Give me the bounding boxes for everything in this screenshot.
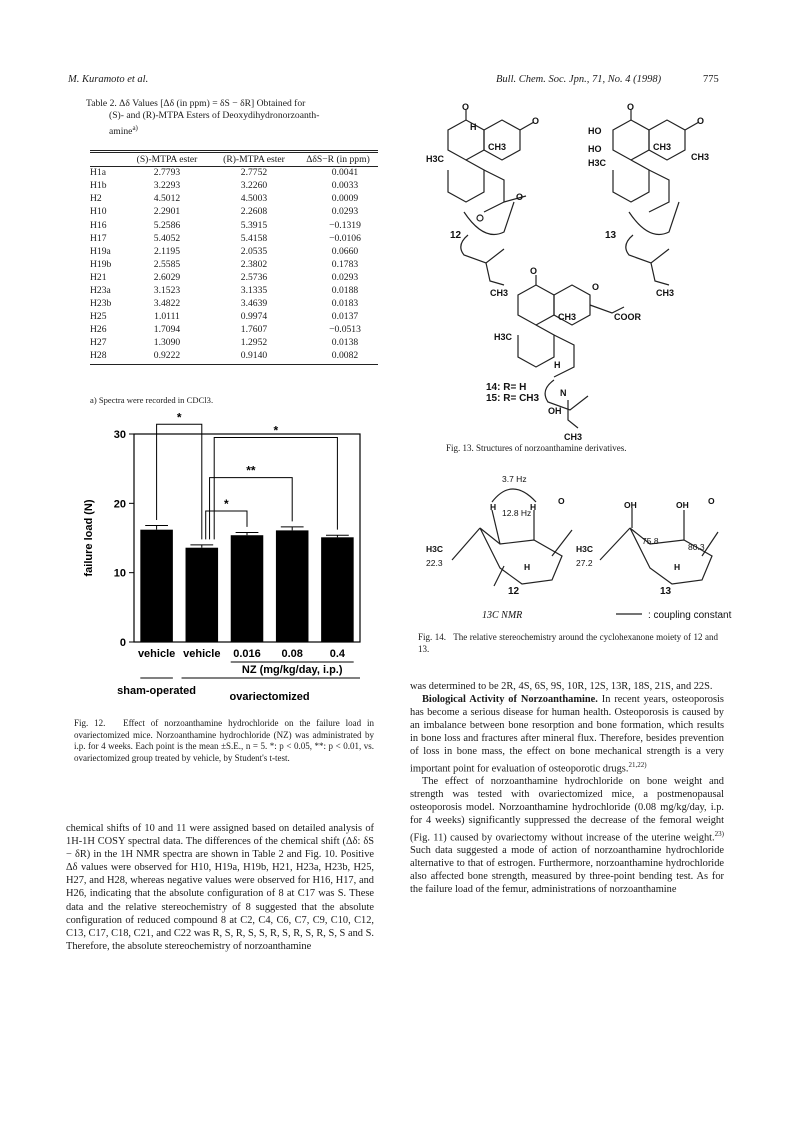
right-body-text: [410, 680, 724, 896]
table-cell: 2.1195: [153, 245, 181, 257]
table-cell: 2.0535: [240, 245, 268, 257]
significance-marker: *: [224, 496, 229, 511]
table-caption: [86, 98, 386, 139]
table-cell: 3.1523: [153, 284, 181, 296]
coupling-constant-1: 3.7 Hz: [502, 474, 527, 484]
table-cell: 1.3090: [153, 337, 181, 349]
table-row: [90, 258, 378, 271]
svg-text:CH3: CH3: [564, 432, 583, 442]
svg-text:CH3: CH3: [488, 142, 507, 152]
paragraph-2-ref: 23): [714, 829, 724, 838]
significance-bracket: [157, 424, 202, 539]
svg-text:H3C: H3C: [426, 154, 445, 164]
svg-text:H3C: H3C: [494, 332, 513, 342]
table-row: [90, 271, 378, 284]
table-cell: H19b: [90, 258, 112, 270]
table-cell: H10: [90, 206, 107, 218]
y-tick-label: 0: [119, 637, 126, 649]
category-label: vehicle: [137, 648, 176, 660]
table-row: [90, 297, 378, 310]
dose-axis-label: NZ (mg/kg/day, i.p.): [241, 664, 343, 676]
compound-15-label: 15: R= CH3: [486, 393, 540, 404]
y-tick-label: 20: [113, 498, 126, 511]
failure-load-bar-chart: [70, 410, 390, 715]
configuration-sentence: was determined to be 2R, 4S, 6S, 9S, 10R, 12S, 13R, 18S, 21S, and 22S.: [410, 681, 713, 692]
table-cell: H25: [90, 311, 107, 323]
table-cell: 2.2901: [153, 206, 181, 218]
fig14-text: The relative stereochemistry around the cyclohexanone moiety of 12 and 13.: [418, 632, 718, 654]
svg-text:HO: HO: [588, 144, 602, 154]
svg-text:O: O: [558, 496, 565, 506]
table-cell: 0.0188: [331, 284, 359, 296]
table-cell: −0.0106: [329, 232, 361, 244]
table-cell: 2.3802: [240, 258, 268, 270]
table-cell: H23b: [90, 298, 112, 310]
fig14-caption: [418, 632, 718, 655]
svg-text:HO: HO: [588, 126, 602, 136]
table-row: [90, 179, 378, 192]
table-cell: H2: [90, 193, 102, 205]
table-cell: 2.7752: [240, 167, 268, 179]
svg-text:O: O: [697, 116, 705, 126]
svg-text:CH3: CH3: [490, 288, 509, 298]
category-label: 0.4: [329, 648, 346, 660]
table-cell: 0.1783: [331, 258, 359, 270]
significance-marker: *: [273, 423, 279, 438]
table-cell: 4.5003: [240, 193, 268, 205]
y-tick-label: 10: [113, 567, 126, 580]
group-label-ovariectomized: ovariectomized: [229, 691, 310, 703]
table-cell: 3.4822: [153, 298, 181, 310]
table-row: [90, 336, 378, 349]
svg-text:O: O: [462, 102, 470, 112]
nmr-shift-13: 27.2: [576, 558, 593, 568]
table-cell: 0.0082: [331, 350, 359, 362]
coupling-constant-2: 12.8 Hz: [502, 508, 532, 518]
table-cell: 1.2952: [240, 337, 268, 349]
svg-text:CH3: CH3: [558, 312, 577, 322]
category-label: 0.016: [233, 648, 261, 660]
column-header: (R)-MTPA ester: [223, 153, 285, 165]
table-cell: 5.4052: [153, 232, 181, 244]
table-cell: 2.6029: [153, 271, 181, 283]
table-cell: 2.5585: [153, 258, 181, 270]
table-caption-ref: a): [132, 124, 138, 133]
table-row: [90, 166, 378, 179]
significance-marker: **: [246, 463, 256, 478]
svg-text:CH3: CH3: [691, 152, 710, 162]
table-row: [90, 192, 378, 205]
svg-text:O: O: [592, 282, 600, 292]
page-number: 775: [703, 74, 719, 85]
data-table: [90, 153, 378, 363]
table-cell: 0.0138: [331, 337, 359, 349]
norzoanthamine-structures: [408, 100, 738, 445]
paragraph-1: In recent years, osteoporosis has become a serious disease for human health. Osteoporosis is caused by an imbalance between bone resorption and bone formation, which results in bone loss and fractures after mineral flux. Therefore, besides prevention of loss in bone mass, the effect on bone mechanical strength is a very important point for evaluation of osteoporotic drugs.: [410, 694, 724, 775]
table-row: [90, 205, 378, 218]
bar: [186, 548, 219, 642]
nmr-shift-13c: 80.3: [688, 542, 705, 552]
bar: [321, 537, 354, 642]
table-cell: 0.9140: [240, 350, 268, 362]
table-row: [90, 245, 378, 258]
significance-bracket: [210, 478, 293, 540]
svg-text:H: H: [554, 360, 561, 370]
svg-text:H3C: H3C: [426, 544, 444, 554]
table-cell: H17: [90, 232, 107, 244]
table-caption-line: (S)- and (R)-MTPA Esters of Deoxydihydronorzoanth-: [109, 110, 320, 122]
svg-text:H: H: [490, 502, 497, 512]
group-label-sham: sham-operated: [117, 685, 197, 697]
legend-coupling-label: : coupling constant: [648, 610, 732, 621]
table-cell: 5.3915: [240, 219, 268, 231]
paragraph-2: The effect of norzoanthamine hydrochloride on bone weight and strength was tested with ovariectomized mice, a postmenopausal osteoporosis model. Norzoanthamine hydrochloride (0.08 mg/kg/day, i.p. for 4 weeks) significantly suppressed the decrease of the femoral weight (Fig. 11) caused by ovariectomy without increase of the uterine weight.: [410, 776, 724, 843]
table-cell: H16: [90, 219, 107, 231]
compound-13-label: 13: [605, 230, 617, 241]
table-cell: 0.0009: [331, 193, 359, 205]
paragraph-2b: Such data suggested a mode of action of norzoanthamine hydrochloride alternative to that of estrogen. Furthermore, norzoanthamine hydrochloride also affected bone strength, measured by three-point bending test. As for the failure load of the femur, administrations of norzoanthamine: [410, 845, 724, 896]
fig14-compound-12-label: 12: [508, 586, 520, 597]
table-cell: −0.0513: [329, 324, 361, 336]
fig12-label: Fig. 12.: [74, 718, 106, 728]
compound-12-label: 12: [450, 230, 462, 241]
bar: [140, 530, 173, 642]
significance-bracket: [206, 511, 247, 539]
running-journal: Bull. Chem. Soc. Jpn., 71, No. 4 (1998): [496, 74, 662, 85]
table-cell: H1b: [90, 180, 107, 192]
svg-text:N: N: [560, 388, 567, 398]
svg-text:COOR: COOR: [614, 312, 641, 322]
table-cell: 2.7793: [153, 167, 181, 179]
fig12-caption: [74, 718, 374, 764]
svg-text:H: H: [470, 122, 477, 132]
running-authors: M. Kuramoto et al.: [68, 74, 149, 85]
table-cell: 5.2586: [153, 219, 181, 231]
table-cell: H23a: [90, 284, 111, 296]
svg-text:H: H: [524, 562, 531, 572]
table-cell: 0.0137: [331, 311, 359, 323]
category-label: 0.08: [281, 648, 303, 660]
table-cell: 3.2260: [240, 180, 268, 192]
table-cell: H19a: [90, 245, 111, 257]
table-cell: H27: [90, 337, 107, 349]
table-cell: 2.5736: [240, 271, 268, 283]
table-cell: 1.0111: [154, 311, 180, 323]
significance-bracket: [214, 437, 337, 539]
bar: [276, 530, 309, 642]
svg-text:OH: OH: [676, 500, 689, 510]
cyclohexanone-stereochemistry-diagram: [420, 470, 730, 630]
table-cell: H26: [90, 324, 107, 336]
table-row: [90, 218, 378, 231]
table-cell: 0.0293: [331, 271, 359, 283]
table-cell: 1.7607: [240, 324, 268, 336]
table-cell: H21: [90, 271, 107, 283]
nmr-shift-13b: 75.8: [642, 536, 659, 546]
table-row: [90, 284, 378, 297]
column-header: ΔδS−R (in ppm): [306, 153, 370, 165]
table-row: [90, 349, 378, 362]
column-header: (S)-MTPA ester: [136, 153, 198, 165]
table-cell: 0.9222: [153, 350, 181, 362]
table-row: [90, 232, 378, 245]
paragraph-1-ref: 21,22): [628, 760, 647, 769]
svg-text:H: H: [530, 502, 537, 512]
compound-14-label: 14: R= H: [486, 382, 527, 393]
fig14-compound-13-label: 13: [660, 586, 672, 597]
svg-text:O: O: [530, 266, 538, 276]
table-cell: 3.1335: [240, 284, 268, 296]
svg-text:O: O: [627, 102, 635, 112]
table-caption-line: Table 2. Δδ Values [Δδ (in ppm) = δS − δR] Obtained for: [86, 98, 306, 109]
table-cell: 0.0033: [331, 180, 359, 192]
table-cell: 2.2608: [240, 206, 268, 218]
table-cell: 0.0660: [331, 245, 359, 257]
table-cell: H1a: [90, 167, 106, 179]
svg-text:H3C: H3C: [576, 544, 594, 554]
table-row: [90, 323, 378, 336]
fig12-text: Effect of norzoanthamine hydrochloride on the failure load in ovariectomized mice. Norzoanthamine hydrochloride (NZ) was administrated by i.p. for 4 weeks. Each point is the mean ±S.E., n = 5. *: p < 0.05, **: p < 0.01, vs. ovariectomized group treated by vehicle, by Student's t-test.: [74, 718, 374, 763]
fig14-label: Fig. 14.: [418, 632, 446, 642]
svg-text:O: O: [708, 496, 715, 506]
svg-text:CH3: CH3: [656, 288, 675, 298]
column-header: [90, 153, 124, 166]
y-tick-label: 30: [113, 429, 126, 441]
table-cell: 0.0293: [331, 206, 359, 218]
table-cell: 0.9974: [240, 311, 268, 323]
legend-nmr-label: 13C NMR: [482, 610, 523, 621]
table-cell: 1.7094: [153, 324, 181, 336]
table-cell: 0.0041: [331, 167, 359, 179]
svg-text:OH: OH: [624, 500, 637, 510]
table-cell: 0.0183: [331, 298, 359, 310]
nmr-shift-12: 22.3: [426, 558, 443, 568]
table-cell: 5.4158: [240, 232, 268, 244]
bar: [231, 535, 264, 642]
svg-text:OH: OH: [548, 406, 562, 416]
table-caption-line: amine: [109, 126, 133, 138]
table-footnote: a) Spectra were recorded in CDCl3.: [90, 395, 214, 405]
table-cell: 3.4639: [240, 298, 268, 310]
table-cell: −0.1319: [329, 219, 361, 231]
significance-marker: *: [176, 410, 182, 425]
table-2: [90, 150, 378, 365]
fig13-caption: Fig. 13. Structures of norzoanthamine derivatives.: [446, 443, 627, 453]
table-cell: H28: [90, 350, 107, 362]
category-label: vehicle: [183, 648, 221, 660]
left-body-text: chemical shifts of 10 and 11 were assigned based on detailed analysis of 1H-1H COSY spectral data. The differences of the chemical shift (Δδ: δS − δR) in the 1H NMR spectra are shown in Table 2 and Fig. 10. Positive Δδ values were observed for H10, H19a, H19b, H21, H23a, H23b, H25, H27, and H28, whereas negative values were observed for H16, H17, and H26, indicating that the absolute configuration of 8 at C17 was S. These data and the relative stereochemistry of 8 suggested that the absolute configuration of reduced compound 8 at C2, C4, C6, C7, C9, C10, C12, C13, C17, C18, C21, and C22 was R, S, R, S, S, R, S, R, S, R, S, S and S. Therefore, the absolute stereochemistry of norzoanthamine: [66, 823, 374, 952]
svg-text:CH3: CH3: [653, 142, 672, 152]
svg-text:O: O: [532, 116, 540, 126]
section-heading: Biological Activity of Norzoanthamine.: [422, 694, 598, 706]
table-row: [90, 310, 378, 323]
svg-text:H3C: H3C: [588, 158, 607, 168]
table-header-row: [90, 153, 378, 166]
svg-text:H: H: [674, 562, 681, 572]
y-axis-label: failure load (N): [83, 499, 95, 577]
svg-text:O: O: [516, 192, 524, 202]
table-cell: 4.5012: [153, 193, 181, 205]
table-cell: 3.2293: [153, 180, 181, 192]
